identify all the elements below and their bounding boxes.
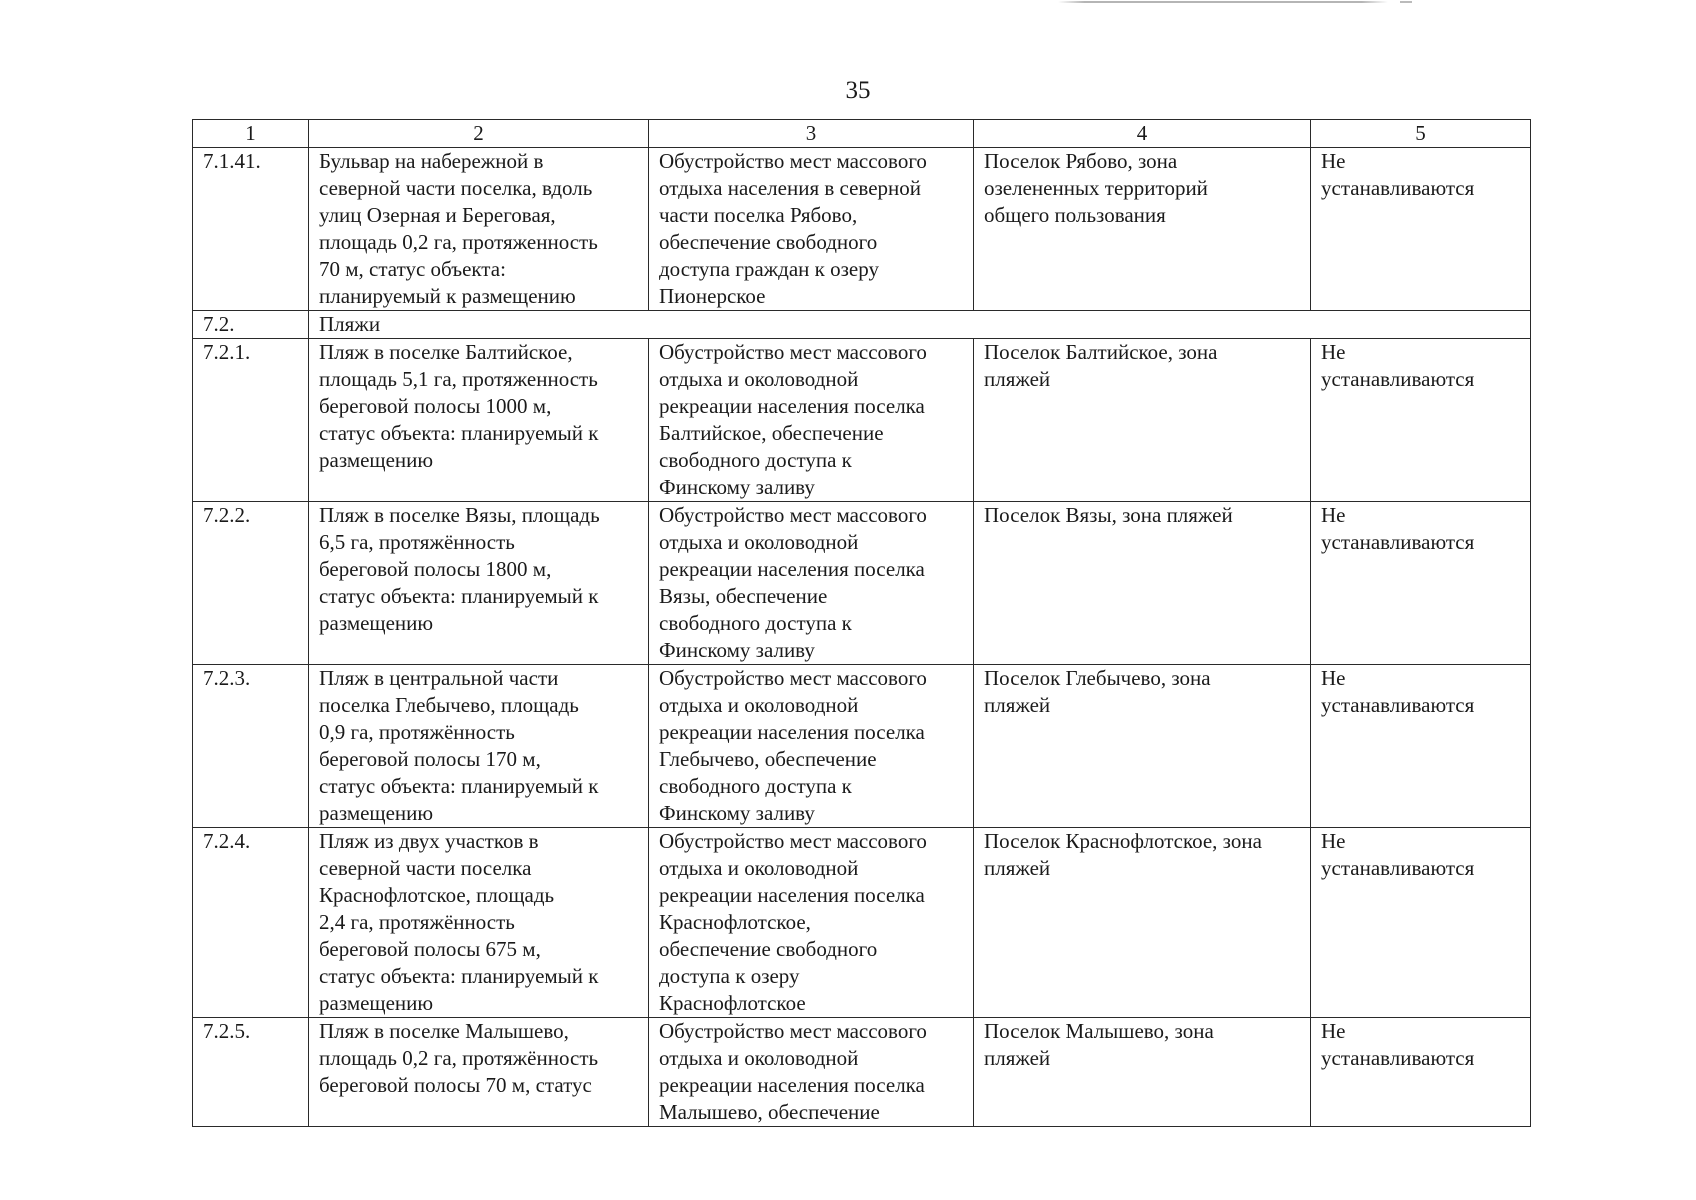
table-row (193, 828, 1531, 1018)
object-name: Пляж в поселке Малышево, площадь 0,2 га, протяжённость береговой полосы 70 м, статус (309, 1018, 649, 1127)
scan-artifact-line (1058, 1, 1388, 3)
table-header-row (193, 120, 1531, 148)
object-purpose: Обустройство мест массового отдыха и околоводной рекреации населения поселка Краснофлотское, обеспечение свободного доступа к озеру Краснофлотское (649, 828, 974, 1018)
protection-zones: Не устанавливаются (1311, 339, 1531, 502)
protection-zones: Не устанавливаются (1311, 1018, 1531, 1127)
object-purpose: Обустройство мест массового отдыха и околоводной рекреации населения поселка Глебычево, обеспечение свободного доступа к Финскому заливу (649, 665, 974, 828)
object-purpose: Обустройство мест массового отдыха и околоводной рекреации населения поселка Вязы, обеспечение свободного доступа к Финскому заливу (649, 502, 974, 665)
object-location: Поселок Краснофлотское, зона пляжей (974, 828, 1311, 1018)
column-header: 1 (193, 120, 309, 148)
object-location: Поселок Балтийское, зона пляжей (974, 339, 1311, 502)
object-name: Пляж в центральной части поселка Глебычево, площадь 0,9 га, протяжённость береговой полосы 170 м, статус объекта: планируемый к размещению (309, 665, 649, 828)
object-location: Поселок Глебычево, зона пляжей (974, 665, 1311, 828)
objects-table (192, 119, 1531, 1127)
table-row (193, 502, 1531, 665)
page-number: 35 (845, 77, 871, 104)
item-code: 7.2.5. (193, 1018, 309, 1127)
item-code: 7.1.41. (193, 148, 309, 311)
item-code: 7.2.3. (193, 665, 309, 828)
table-row (193, 339, 1531, 502)
table-row (193, 1018, 1531, 1127)
object-name: Пляж в поселке Балтийское, площадь 5,1 га, протяженность береговой полосы 1000 м, статус объекта: планируемый к размещению (309, 339, 649, 502)
section-row (193, 311, 1531, 339)
section-title: Пляжи (309, 311, 1531, 339)
item-code: 7.2.1. (193, 339, 309, 502)
object-location: Поселок Рябово, зона озелененных территорий общего пользования (974, 148, 1311, 311)
section-code: 7.2. (193, 311, 309, 339)
protection-zones: Не устанавливаются (1311, 665, 1531, 828)
column-header: 3 (649, 120, 974, 148)
item-code: 7.2.4. (193, 828, 309, 1018)
protection-zones: Не устанавливаются (1311, 148, 1531, 311)
object-name: Пляж из двух участков в северной части поселка Краснофлотское, площадь 2,4 га, протяжённость береговой полосы 675 м, статус объекта: планируемый к размещению (309, 828, 649, 1018)
column-header: 4 (974, 120, 1311, 148)
object-purpose: Обустройство мест массового отдыха и околоводной рекреации населения поселка Балтийское, обеспечение свободного доступа к Финскому заливу (649, 339, 974, 502)
object-name: Пляж в поселке Вязы, площадь 6,5 га, протяжённость береговой полосы 1800 м, статус объекта: планируемый к размещению (309, 502, 649, 665)
table-row (193, 148, 1531, 311)
column-header: 2 (309, 120, 649, 148)
column-header: 5 (1311, 120, 1531, 148)
table-row (193, 665, 1531, 828)
object-location: Поселок Вязы, зона пляжей (974, 502, 1311, 665)
object-purpose: Обустройство мест массового отдыха и околоводной рекреации населения поселка Малышево, обеспечение (649, 1018, 974, 1127)
object-location: Поселок Малышево, зона пляжей (974, 1018, 1311, 1127)
item-code: 7.2.2. (193, 502, 309, 665)
object-name: Бульвар на набережной в северной части поселка, вдоль улиц Озерная и Береговая, площадь 0,2 га, протяженность 70 м, статус объекта: планируемый к размещению (309, 148, 649, 311)
protection-zones: Не устанавливаются (1311, 828, 1531, 1018)
protection-zones: Не устанавливаются (1311, 502, 1531, 665)
scan-artifact-dash (1400, 1, 1412, 3)
object-purpose: Обустройство мест массового отдыха населения в северной части поселка Рябово, обеспечение свободного доступа граждан к озеру Пионерское (649, 148, 974, 311)
